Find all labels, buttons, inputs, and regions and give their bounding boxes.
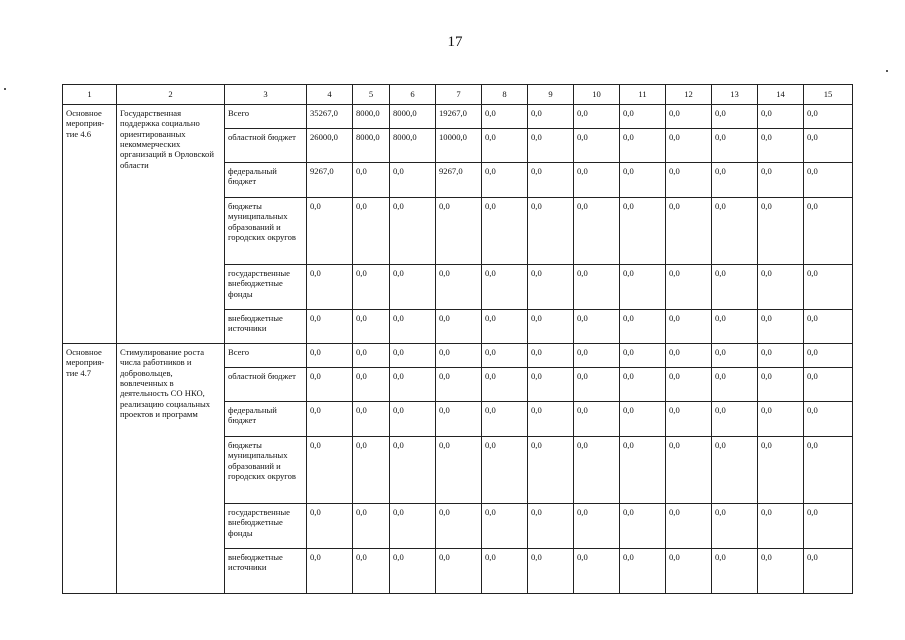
amount-cell: 0,0 bbox=[804, 402, 853, 437]
amount-cell: 0,0 bbox=[353, 504, 390, 549]
amount-cell: 0,0 bbox=[528, 265, 574, 310]
amount-cell: 0,0 bbox=[758, 402, 804, 437]
amount-cell: 0,0 bbox=[528, 129, 574, 163]
column-number-header: 11 bbox=[620, 85, 666, 105]
event-description-cell: Государственная поддержка социально ориентированных некоммерческих организаций в Орловской области bbox=[117, 105, 225, 344]
amount-cell: 0,0 bbox=[482, 504, 528, 549]
amount-cell: 0,0 bbox=[353, 402, 390, 437]
amount-cell: 0,0 bbox=[574, 344, 620, 368]
amount-cell: 0,0 bbox=[758, 549, 804, 594]
amount-cell: 0,0 bbox=[712, 310, 758, 344]
amount-cell: 0,0 bbox=[574, 437, 620, 504]
column-number-header: 15 bbox=[804, 85, 853, 105]
amount-cell: 0,0 bbox=[390, 163, 436, 198]
amount-cell: 0,0 bbox=[758, 265, 804, 310]
amount-cell: 0,0 bbox=[528, 549, 574, 594]
amount-cell: 0,0 bbox=[436, 549, 482, 594]
funding-source-cell: внебюджетные источники bbox=[225, 549, 307, 594]
amount-cell: 0,0 bbox=[620, 344, 666, 368]
funding-source-cell: Всего bbox=[225, 105, 307, 129]
amount-cell: 0,0 bbox=[482, 310, 528, 344]
column-number-header: 3 bbox=[225, 85, 307, 105]
budget-table bbox=[62, 84, 853, 594]
amount-cell: 0,0 bbox=[390, 368, 436, 402]
amount-cell: 0,0 bbox=[804, 437, 853, 504]
amount-cell: 0,0 bbox=[307, 549, 353, 594]
amount-cell: 0,0 bbox=[482, 549, 528, 594]
amount-cell: 0,0 bbox=[528, 504, 574, 549]
amount-cell: 0,0 bbox=[307, 344, 353, 368]
amount-cell: 0,0 bbox=[482, 129, 528, 163]
amount-cell: 0,0 bbox=[353, 198, 390, 265]
amount-cell: 0,0 bbox=[666, 368, 712, 402]
amount-cell: 9267,0 bbox=[307, 163, 353, 198]
amount-cell: 0,0 bbox=[482, 198, 528, 265]
amount-cell: 0,0 bbox=[666, 310, 712, 344]
amount-cell: 0,0 bbox=[390, 402, 436, 437]
amount-cell: 0,0 bbox=[436, 402, 482, 437]
amount-cell: 0,0 bbox=[620, 504, 666, 549]
column-number-header: 2 bbox=[117, 85, 225, 105]
amount-cell: 8000,0 bbox=[390, 105, 436, 129]
amount-cell: 0,0 bbox=[482, 265, 528, 310]
amount-cell: 0,0 bbox=[666, 105, 712, 129]
table-row bbox=[63, 344, 853, 368]
amount-cell: 0,0 bbox=[666, 402, 712, 437]
funding-source-cell: государственные внебюджетные фонды bbox=[225, 265, 307, 310]
amount-cell: 0,0 bbox=[353, 310, 390, 344]
funding-source-cell: федеральный бюджет bbox=[225, 163, 307, 198]
amount-cell: 0,0 bbox=[574, 198, 620, 265]
amount-cell: 0,0 bbox=[390, 198, 436, 265]
amount-cell: 0,0 bbox=[574, 105, 620, 129]
amount-cell: 0,0 bbox=[620, 402, 666, 437]
amount-cell: 0,0 bbox=[620, 265, 666, 310]
funding-source-cell: бюджеты муниципальных образований и городских округов bbox=[225, 437, 307, 504]
scan-artifact-mark bbox=[4, 88, 6, 90]
amount-cell: 0,0 bbox=[307, 198, 353, 265]
amount-cell: 0,0 bbox=[482, 344, 528, 368]
amount-cell: 0,0 bbox=[390, 310, 436, 344]
amount-cell: 0,0 bbox=[574, 402, 620, 437]
amount-cell: 0,0 bbox=[482, 105, 528, 129]
amount-cell: 0,0 bbox=[528, 368, 574, 402]
amount-cell: 0,0 bbox=[574, 310, 620, 344]
column-number-header: 8 bbox=[482, 85, 528, 105]
amount-cell: 0,0 bbox=[436, 437, 482, 504]
amount-cell: 0,0 bbox=[528, 105, 574, 129]
amount-cell: 0,0 bbox=[804, 504, 853, 549]
page-number: 17 bbox=[447, 34, 463, 50]
amount-cell: 0,0 bbox=[712, 344, 758, 368]
amount-cell: 0,0 bbox=[436, 504, 482, 549]
amount-cell: 0,0 bbox=[758, 504, 804, 549]
amount-cell: 0,0 bbox=[712, 402, 758, 437]
amount-cell: 0,0 bbox=[482, 402, 528, 437]
amount-cell: 0,0 bbox=[758, 163, 804, 198]
amount-cell: 0,0 bbox=[666, 504, 712, 549]
amount-cell: 0,0 bbox=[758, 129, 804, 163]
amount-cell: 0,0 bbox=[620, 105, 666, 129]
funding-source-cell: областной бюджет bbox=[225, 129, 307, 163]
amount-cell: 0,0 bbox=[758, 437, 804, 504]
amount-cell: 0,0 bbox=[666, 344, 712, 368]
amount-cell: 19267,0 bbox=[436, 105, 482, 129]
amount-cell: 0,0 bbox=[436, 198, 482, 265]
amount-cell: 0,0 bbox=[353, 437, 390, 504]
amount-cell: 0,0 bbox=[353, 549, 390, 594]
amount-cell: 0,0 bbox=[390, 344, 436, 368]
amount-cell: 0,0 bbox=[712, 368, 758, 402]
amount-cell: 0,0 bbox=[712, 549, 758, 594]
event-name-cell: Основное мероприя-тие 4.6 bbox=[63, 105, 117, 344]
amount-cell: 0,0 bbox=[307, 265, 353, 310]
amount-cell: 0,0 bbox=[758, 344, 804, 368]
amount-cell: 8000,0 bbox=[390, 129, 436, 163]
funding-source-cell: Всего bbox=[225, 344, 307, 368]
amount-cell: 0,0 bbox=[712, 129, 758, 163]
column-number-header: 9 bbox=[528, 85, 574, 105]
amount-cell: 0,0 bbox=[528, 437, 574, 504]
amount-cell: 0,0 bbox=[307, 437, 353, 504]
amount-cell: 0,0 bbox=[436, 265, 482, 310]
amount-cell: 0,0 bbox=[353, 344, 390, 368]
amount-cell: 0,0 bbox=[528, 310, 574, 344]
amount-cell: 0,0 bbox=[804, 198, 853, 265]
amount-cell: 0,0 bbox=[666, 163, 712, 198]
amount-cell: 10000,0 bbox=[436, 129, 482, 163]
amount-cell: 0,0 bbox=[712, 105, 758, 129]
amount-cell: 0,0 bbox=[307, 402, 353, 437]
column-number-header: 7 bbox=[436, 85, 482, 105]
amount-cell: 0,0 bbox=[620, 310, 666, 344]
column-number-header: 13 bbox=[712, 85, 758, 105]
column-number-header: 4 bbox=[307, 85, 353, 105]
amount-cell: 0,0 bbox=[804, 163, 853, 198]
amount-cell: 0,0 bbox=[804, 344, 853, 368]
amount-cell: 0,0 bbox=[482, 163, 528, 198]
amount-cell: 35267,0 bbox=[307, 105, 353, 129]
amount-cell: 0,0 bbox=[712, 437, 758, 504]
amount-cell: 0,0 bbox=[758, 310, 804, 344]
amount-cell: 0,0 bbox=[758, 198, 804, 265]
funding-source-cell: внебюджетные источники bbox=[225, 310, 307, 344]
column-number-header: 6 bbox=[390, 85, 436, 105]
amount-cell: 0,0 bbox=[620, 163, 666, 198]
amount-cell: 0,0 bbox=[436, 368, 482, 402]
amount-cell: 0,0 bbox=[666, 265, 712, 310]
amount-cell: 0,0 bbox=[712, 504, 758, 549]
amount-cell: 8000,0 bbox=[353, 105, 390, 129]
amount-cell: 0,0 bbox=[620, 368, 666, 402]
amount-cell: 0,0 bbox=[390, 437, 436, 504]
event-name-cell: Основное мероприя-тие 4.7 bbox=[63, 344, 117, 594]
scan-artifact-mark bbox=[886, 70, 888, 72]
amount-cell: 0,0 bbox=[436, 310, 482, 344]
funding-source-cell: государственные внебюджетные фонды bbox=[225, 504, 307, 549]
amount-cell: 9267,0 bbox=[436, 163, 482, 198]
amount-cell: 0,0 bbox=[307, 504, 353, 549]
amount-cell: 0,0 bbox=[666, 437, 712, 504]
amount-cell: 0,0 bbox=[574, 368, 620, 402]
amount-cell: 0,0 bbox=[666, 198, 712, 265]
amount-cell: 0,0 bbox=[528, 402, 574, 437]
amount-cell: 0,0 bbox=[666, 129, 712, 163]
amount-cell: 0,0 bbox=[307, 310, 353, 344]
table-row bbox=[63, 105, 853, 129]
amount-cell: 0,0 bbox=[436, 344, 482, 368]
amount-cell: 0,0 bbox=[574, 163, 620, 198]
amount-cell: 0,0 bbox=[758, 105, 804, 129]
amount-cell: 0,0 bbox=[804, 549, 853, 594]
amount-cell: 0,0 bbox=[528, 344, 574, 368]
amount-cell: 0,0 bbox=[482, 368, 528, 402]
amount-cell: 0,0 bbox=[528, 198, 574, 265]
amount-cell: 0,0 bbox=[307, 368, 353, 402]
amount-cell: 0,0 bbox=[390, 549, 436, 594]
amount-cell: 26000,0 bbox=[307, 129, 353, 163]
amount-cell: 0,0 bbox=[620, 549, 666, 594]
amount-cell: 0,0 bbox=[804, 105, 853, 129]
amount-cell: 0,0 bbox=[804, 265, 853, 310]
amount-cell: 0,0 bbox=[712, 265, 758, 310]
amount-cell: 0,0 bbox=[620, 437, 666, 504]
amount-cell: 0,0 bbox=[574, 504, 620, 549]
table-header-row bbox=[63, 85, 853, 105]
column-number-header: 10 bbox=[574, 85, 620, 105]
funding-source-cell: бюджеты муниципальных образований и городских округов bbox=[225, 198, 307, 265]
amount-cell: 0,0 bbox=[804, 310, 853, 344]
column-number-header: 14 bbox=[758, 85, 804, 105]
amount-cell: 0,0 bbox=[758, 368, 804, 402]
funding-source-cell: областной бюджет bbox=[225, 368, 307, 402]
amount-cell: 0,0 bbox=[574, 549, 620, 594]
event-description-cell: Стимулирование роста числа работников и добровольцев, вовлеченных в деятельность СО НКО, реализацию социальных проектов и программ bbox=[117, 344, 225, 594]
amount-cell: 0,0 bbox=[353, 265, 390, 310]
amount-cell: 0,0 bbox=[390, 265, 436, 310]
amount-cell: 0,0 bbox=[574, 129, 620, 163]
amount-cell: 0,0 bbox=[666, 549, 712, 594]
amount-cell: 0,0 bbox=[528, 163, 574, 198]
amount-cell: 0,0 bbox=[353, 368, 390, 402]
amount-cell: 0,0 bbox=[620, 198, 666, 265]
amount-cell: 8000,0 bbox=[353, 129, 390, 163]
column-number-header: 5 bbox=[353, 85, 390, 105]
amount-cell: 0,0 bbox=[804, 129, 853, 163]
amount-cell: 0,0 bbox=[712, 198, 758, 265]
amount-cell: 0,0 bbox=[620, 129, 666, 163]
amount-cell: 0,0 bbox=[712, 163, 758, 198]
column-number-header: 12 bbox=[666, 85, 712, 105]
amount-cell: 0,0 bbox=[353, 163, 390, 198]
column-number-header: 1 bbox=[63, 85, 117, 105]
amount-cell: 0,0 bbox=[482, 437, 528, 504]
amount-cell: 0,0 bbox=[574, 265, 620, 310]
amount-cell: 0,0 bbox=[804, 368, 853, 402]
funding-source-cell: федеральный бюджет bbox=[225, 402, 307, 437]
amount-cell: 0,0 bbox=[390, 504, 436, 549]
